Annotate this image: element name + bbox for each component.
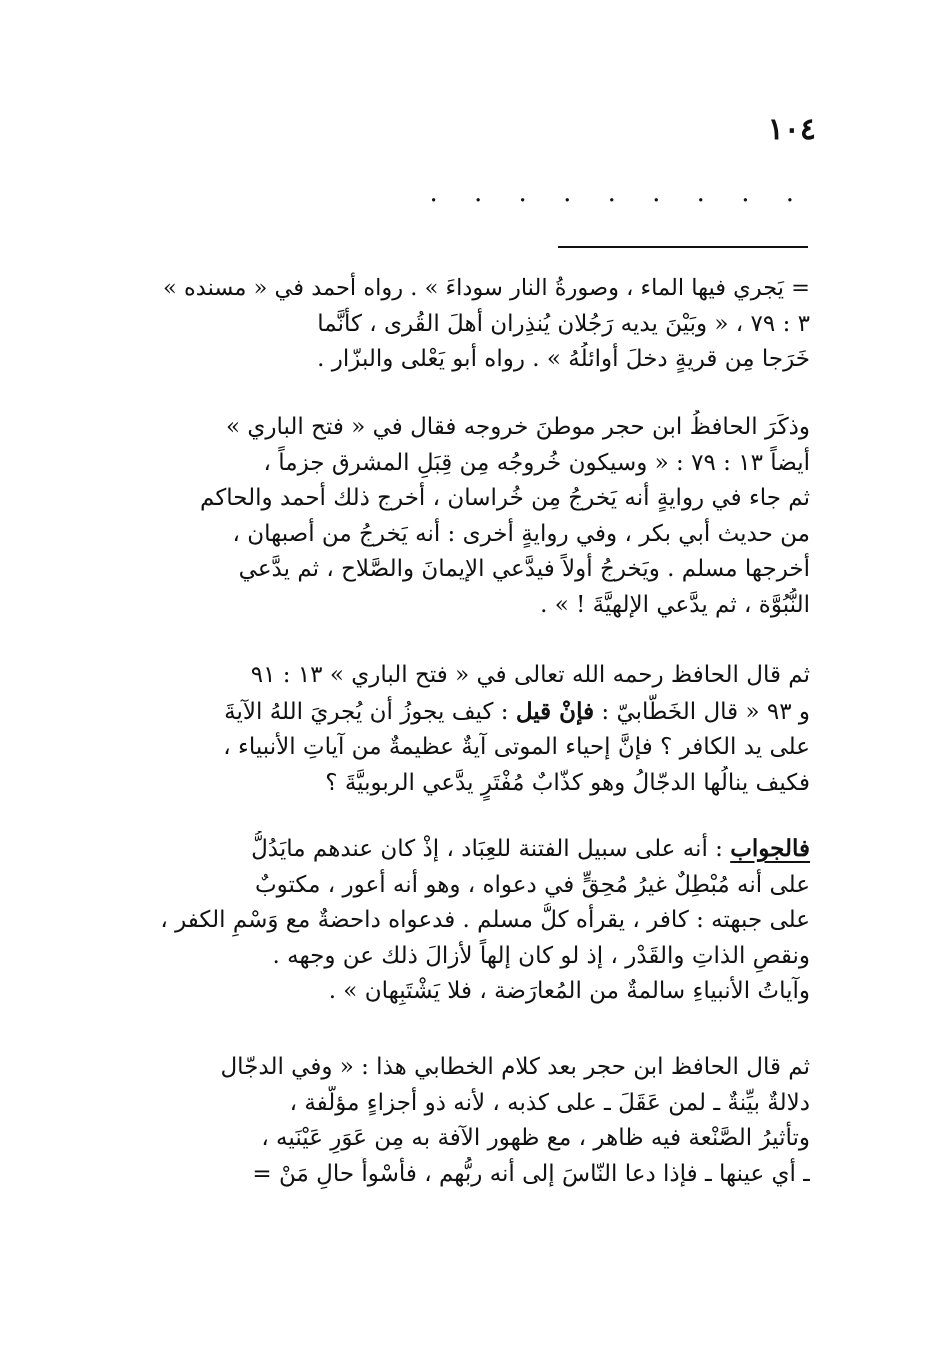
text-line: ثم قال الحافظ رحمه الله تعالى في « فتح الباري » ١٣ : ٩١ <box>250 662 810 688</box>
text-line: وتأثيرُ الصَّنْعة فيه ظاهر ، مع ظهور الآفة به مِن عَوَرِ عَيْنَيه ، <box>261 1125 810 1151</box>
text-line: وآياتُ الأنبياءِ سالمةٌ من المُعارَضة ، فلا يَشْتَبِهان » . <box>328 978 810 1004</box>
paragraph-4 <box>160 831 810 1010</box>
paragraph-2 <box>160 410 810 623</box>
text-line: و ٩٣ « قال الخَطّابيّ : فإنْ قيل : كيف يجوزُ أن يُجريَ اللهُ الآيةَ <box>224 697 810 725</box>
page-number: ١٠٤ <box>767 112 816 147</box>
text-line: على جبهته : كافر ، يقرأه كلُّ مسلم . فدعواه داحضةٌ مع وَسْمِ الكفر ، <box>160 907 810 933</box>
paragraph-5 <box>160 1050 810 1192</box>
text-line: من حديث أبي بكر ، وفي روايةٍ أخرى : أنه يَخرجُ من أصبهان ، <box>232 520 810 547</box>
text-line: = يَجري فيها الماء ، وصورةُ النار سوداءَ » . رواه أحمد في « مسنده » <box>163 275 810 301</box>
text-line: على يد الكافر ؟ فإنَّ إحياء الموتى آيةٌ عظيمةٌ من آياتِ الأنبياء ، <box>223 734 810 760</box>
text-line: ونقصِ الذاتِ والقَدْر ، إذ لو كان إلهاً لأزالَ ذلك عن وجهه . <box>272 942 810 969</box>
text-line: ثم جاء في روايةٍ أنه يَخرجُ مِن خُراسان ، أخرج ذلك أحمد والحاكم <box>200 485 810 511</box>
text-line: ٣ : ٧٩ ، « وبَيْنَ يديه رَجُلان يُنذِران أهلَ القُرى ، كأنَّما <box>317 310 810 337</box>
text-line: على أنه مُبْطِلٌ غيرُ مُحِقٍّ في دعواه ، وهو أنه أعور ، مكتوبٌ <box>254 871 810 898</box>
footnote-rule <box>558 246 808 248</box>
text-line: النُّبُوَّة ، ثم يدَّعي الإلهيَّةَ ! » . <box>540 591 810 618</box>
text-line: خَرَجا مِن قريةٍ دخلَ أوائلُهُ » . رواه أبو يَعْلى والبزّار . <box>317 346 810 372</box>
paragraph-1 <box>160 271 810 378</box>
text-line: أخرجها مسلم . ويَخرجُ أولاً فيدَّعي الإيمانَ والصَّلاح ، ثم يدَّعي <box>238 556 810 582</box>
text-line: وذكَرَ الحافظُ ابن حجر موطنَ خروجه فقال في « فتح الباري » <box>225 414 810 440</box>
text-line: ـ أي عينها ـ فإذا دعا النّاسَ إلى أنه ربُّهم ، فأسْوأُ حالِ مَنْ = <box>252 1160 810 1187</box>
emphasized-term: فالجواب <box>730 835 810 862</box>
emphasized-term: فإنْ قيل <box>515 697 595 725</box>
text-line: فالجواب : أنه على سبيل الفتنة للعِبَاد ، إذْ كان عندهم مايَدُلُّ <box>251 835 810 862</box>
text-line: ثم قال الحافظ ابن حجر بعد كلام الخطابي هذا : « وفي الدجّال <box>220 1054 810 1080</box>
separator-dots: . . . . . . . . . <box>429 178 808 208</box>
text-line: فكيف ينالُها الدجّالُ وهو كذّابٌ مُفْتَرٍ يدَّعي الربوبيَّةَ ؟ <box>325 769 810 796</box>
paragraph-3 <box>160 658 810 801</box>
text-line: دلالةٌ بيِّنةٌ ـ لمن عَقَلَ ـ على كذبه ، لأنه ذو أجزاءٍ مؤلَّفة ، <box>289 1089 810 1116</box>
text-line: أيضاً ١٣ : ٧٩ : « وسيكون خُروجُه مِن قِبَلِ المشرق جزماً ، <box>263 449 810 476</box>
